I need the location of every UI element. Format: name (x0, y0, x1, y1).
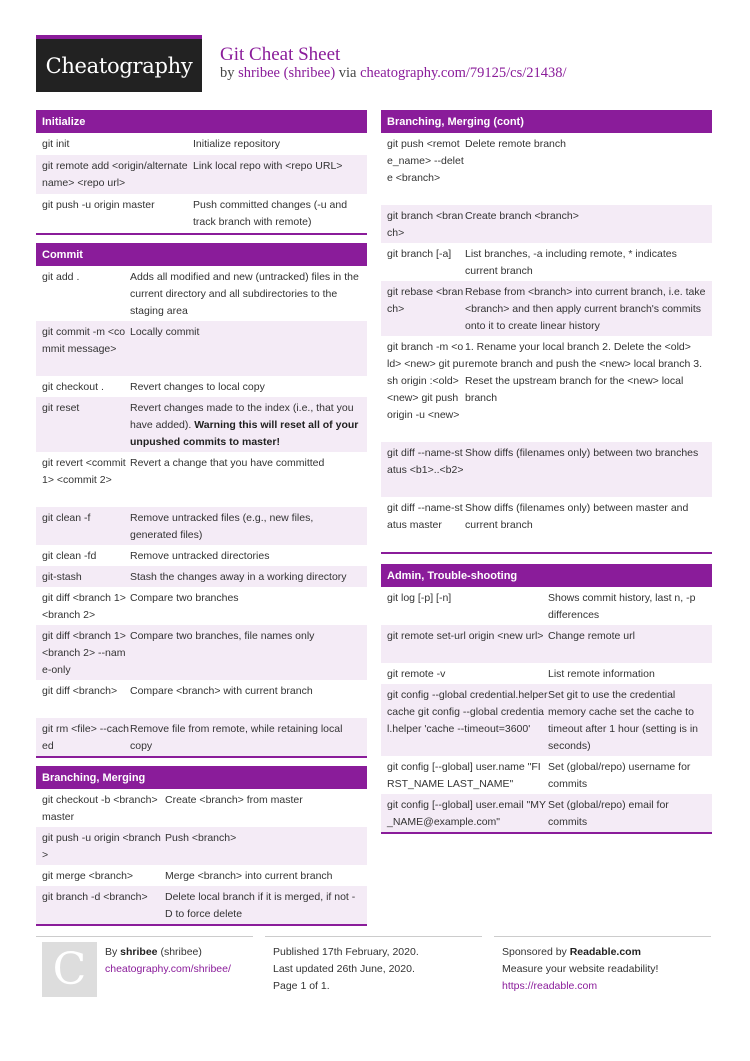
table-row: git remote -v List remote information (387, 668, 655, 680)
table-row: git diff <branch 1> <branch 2> Compare two branches (42, 592, 239, 621)
footer-divider (36, 936, 253, 937)
author-link[interactable]: shribee (shribee) (238, 65, 336, 81)
table-row: git clean -fd Remove untracked directories (42, 550, 270, 562)
table-row: git merge <branch> Merge <branch> into current branch (42, 870, 333, 882)
footer-divider (494, 936, 711, 937)
table-row: git branch [-a] List branches, -a including remote, * indicates current branch (387, 248, 677, 277)
warning-text: Warning this will reset all of your unpushed commits to master! (130, 419, 359, 448)
table-row: git config --global credential.helper cache git config --global credential.helper 'cache --timeout=3600' Set git to use the credential memory cache set the cache to timeout after 1 hour (setting is in seconds) (381, 684, 712, 756)
author-profile-link[interactable]: cheatography.com/shribee/ (105, 963, 231, 975)
table-row: git reset Revert changes made to the index (i.e., that you have added). Warning this will reset all of your unpushed commits to master! (36, 397, 367, 452)
page-number: Page 1 of 1. (273, 980, 330, 992)
table-row: git revert <commit 1> <commit 2> Revert a change that you have committed (42, 457, 325, 486)
table-row: git log [-p] [-n] Shows commit history, last n, -p differences (387, 592, 696, 621)
table-row: git rebase <branch> Rebase from <branch> into current branch, i.e. take <branch> and then apply current branch's commits onto it to create linear history (381, 281, 712, 336)
sponsor-tagline: Measure your website readability! (502, 963, 659, 975)
table-row: git checkout -b <branch> master Create <branch> from master (42, 794, 303, 823)
cheatography-favicon: C (42, 942, 97, 997)
table-row: git checkout . Revert changes to local copy (42, 381, 265, 393)
byline: by shribee (shribee) via cheatography.com/79125/cs/21438/ (220, 65, 567, 81)
table-row: git diff <branch> Compare <branch> with current branch (42, 685, 313, 697)
section-admin-troubleshooting (381, 564, 712, 834)
section-branching-merging (36, 766, 367, 926)
section-branching-merging-cont (381, 110, 712, 554)
table-row: git config [--global] user.email "MY_NAME@example.com" Set (global/repo) email for commits (381, 794, 712, 832)
table-row: git remote set-url origin <new url> Change remote url (381, 625, 712, 663)
section-header: Branching, Merging (36, 766, 367, 789)
table-row: git branch -d <branch> Delete local branch if it is merged, if not -D to force delete (36, 886, 367, 924)
table-row: git rm <file> --cached Remove file from remote, while retaining local copy (36, 718, 367, 756)
table-row: git branch -m <old> <new> git push origin :<old> <new> git push origin -u <new> 1. Rename your local branch 2. Delete the <old> remote branch and push the <new> local branch 3. Reset the upstream branch for the <new> local branch (387, 341, 702, 421)
section-header: Branching, Merging (cont) (381, 110, 712, 133)
footer-author-url (105, 961, 231, 978)
table-row: git diff <branch 1> <branch 2> --name-only Compare two branches, file names only (36, 625, 367, 680)
table-row: git init Initialize repository (42, 138, 280, 150)
section-header: Commit (36, 243, 367, 266)
updated-date: Last updated 26th June, 2020. (273, 963, 415, 975)
table-row: git commit -m <commit message> Locally commit (36, 321, 367, 376)
table-row: git diff --name-status master Show diffs (filenames only) between master and current branch (387, 502, 689, 531)
section-commit (36, 243, 367, 758)
footer-divider (265, 936, 482, 937)
published-date: Published 17th February, 2020. (273, 946, 419, 958)
table-row: git push <remote_name> --delete <branch> Delete remote branch (387, 138, 566, 184)
table-row: git push -u origin master Push committed changes (-u and track branch with remote) (42, 199, 348, 228)
table-row: git push -u origin <branch> Push <branch> (36, 827, 367, 865)
table-row: git add . Adds all modified and new (untracked) files in the current directory and all subdirectories to the staging area (42, 271, 359, 317)
footer-author: By shribee (shribee) (105, 946, 202, 958)
table-row: git-stash Stash the changes away in a working directory (36, 566, 367, 587)
table-row: git remote add <origin/alternate name> <repo url> Link local repo with <repo URL> (36, 155, 367, 194)
page-title: Git Cheat Sheet (220, 44, 341, 65)
table-row: git branch <branch> Create branch <branch> (381, 205, 712, 243)
table-row: git config [--global] user.name "FIRST_NAME LAST_NAME" Set (global/repo) username for commits (387, 761, 691, 790)
sponsor-link[interactable]: https://readable.com (502, 980, 598, 992)
sponsor: Sponsored by Readable.com (502, 946, 641, 958)
section-header: Initialize (36, 110, 367, 133)
section-initialize (36, 110, 367, 235)
section-header: Admin, Trouble-shooting (381, 564, 712, 587)
cheatography-logo[interactable]: Cheatography (36, 35, 202, 92)
table-row: git clean -f Remove untracked files (e.g., new files, generated files) (36, 507, 367, 545)
sheet-url-link[interactable]: cheatography.com/79125/cs/21438/ (360, 65, 567, 81)
sponsor-link-row (502, 978, 597, 995)
table-row: git diff --name-status <b1>..<b2> Show diffs (filenames only) between two branches (381, 442, 712, 497)
